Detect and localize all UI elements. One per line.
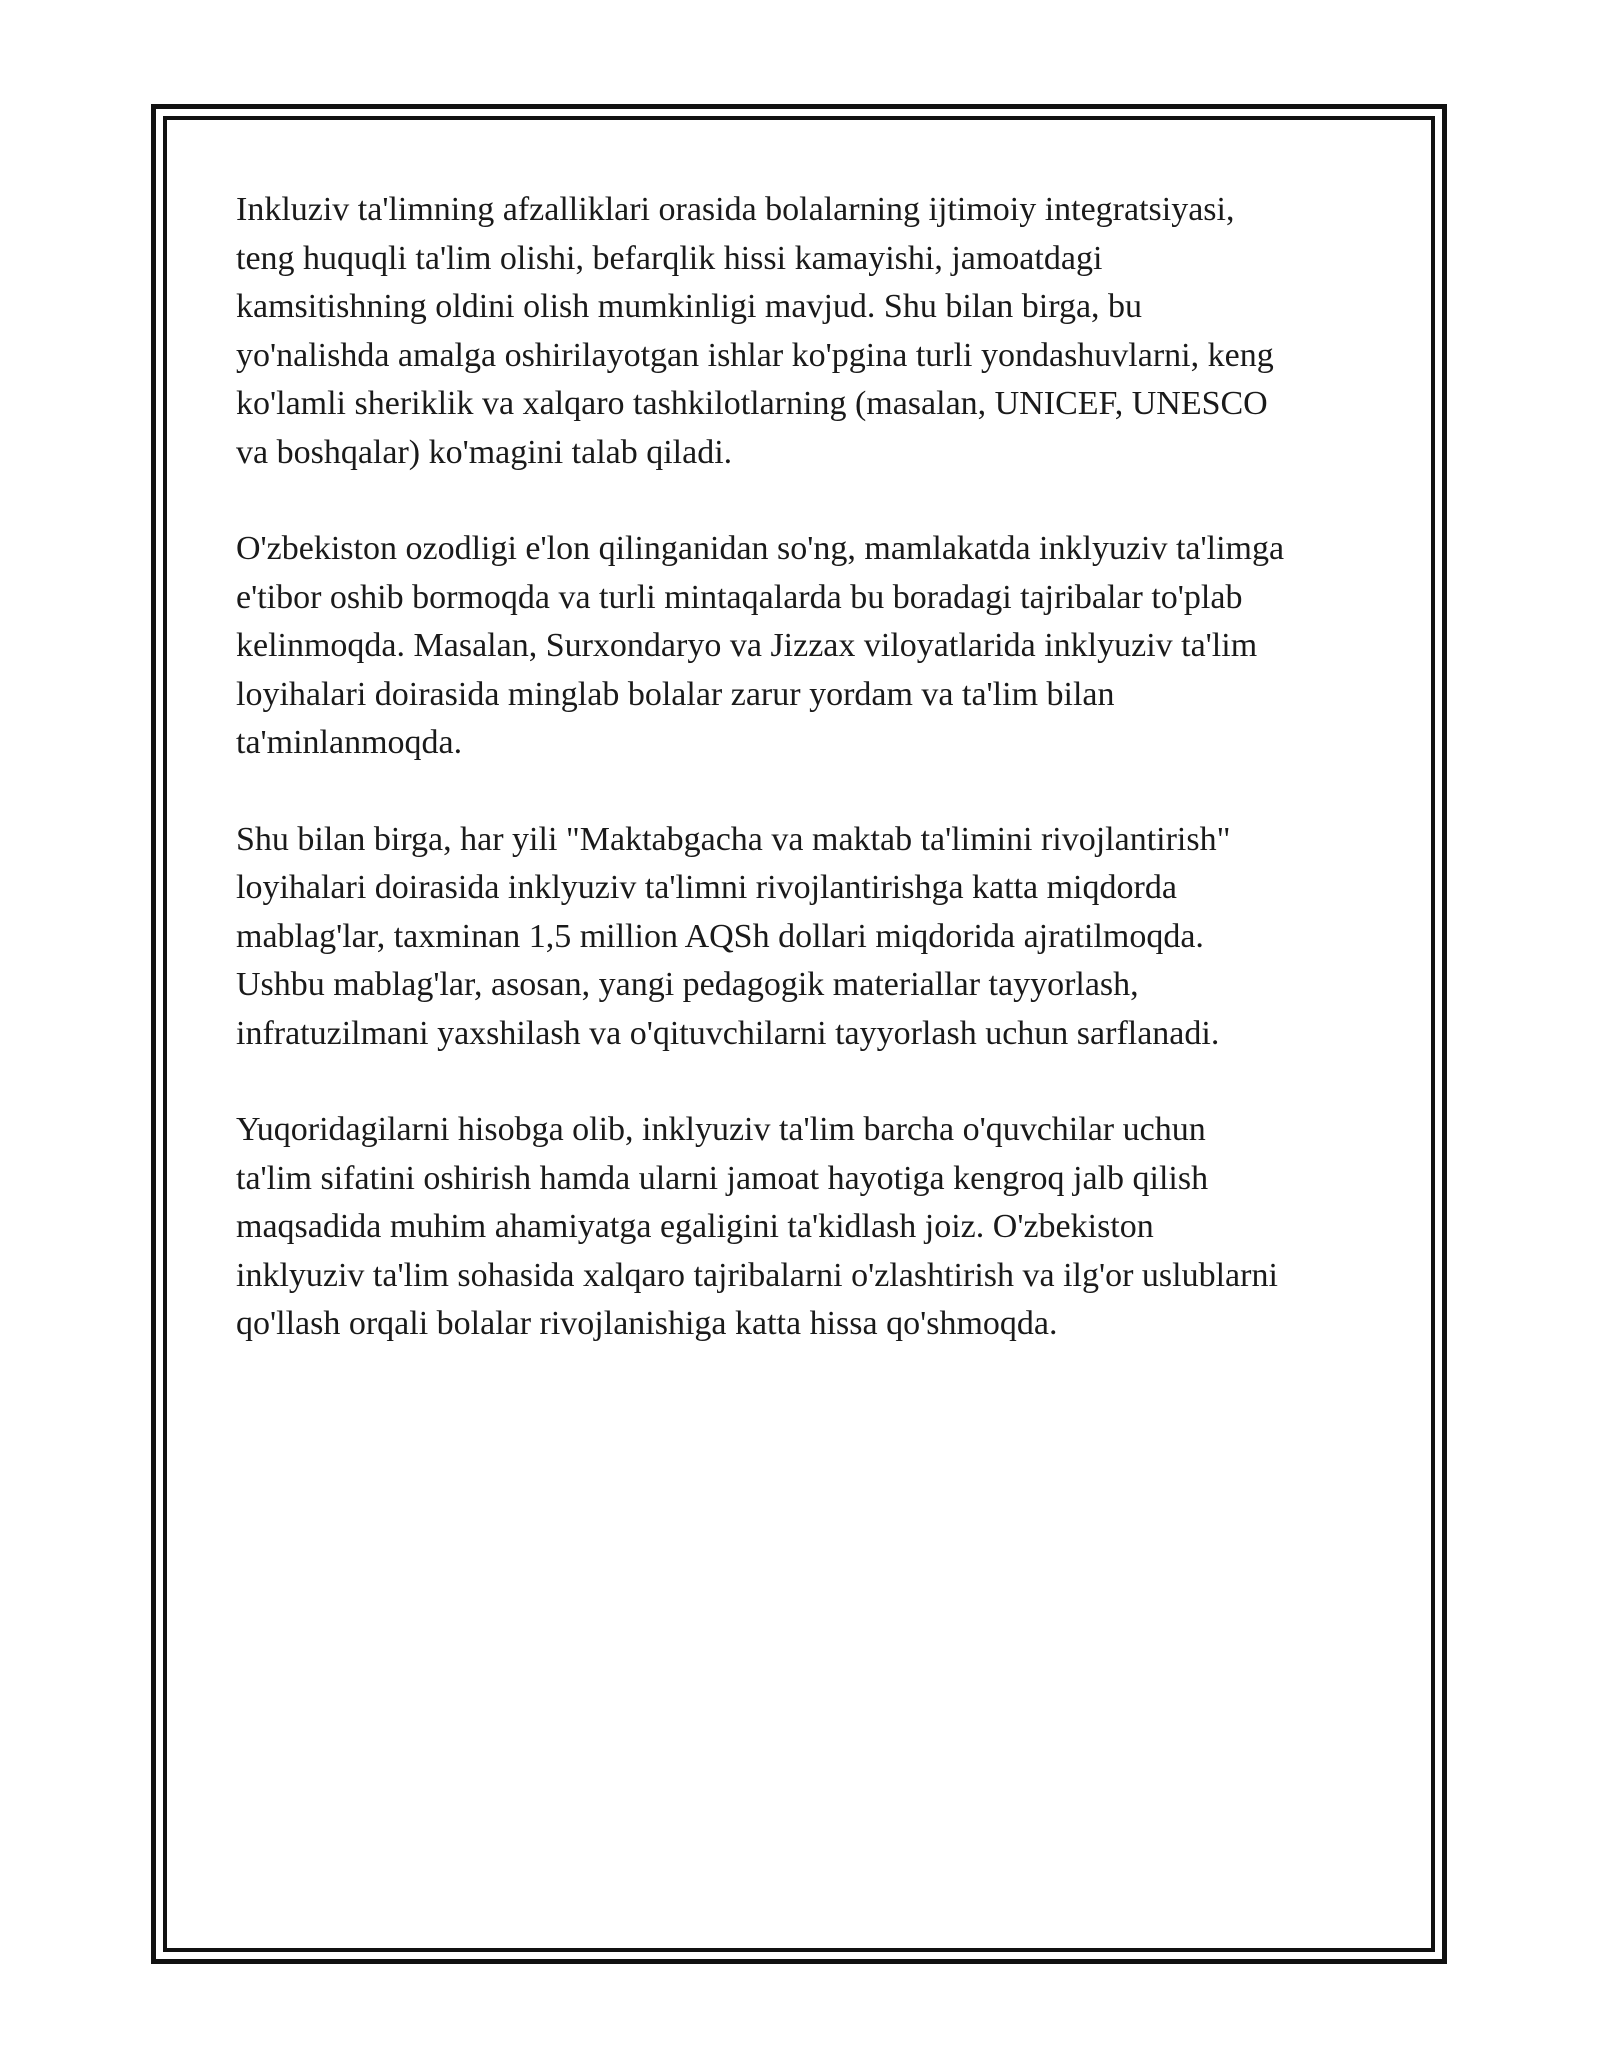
paragraph-2: O'zbekiston ozodligi e'lon qilinganidan so'ng, mamlakatda inklyuziv ta'limga e'tibor oshib bormoqda va turli mintaqalarda bu boradagi tajribalar to'plab kelinmoqda. Masalan, Surxondaryo va Jizzax viloyatlarida inklyuziv ta'lim loyihalari doirasida minglab bolalar zarur yordam va ta'lim bilan ta'minlanmoqda. [236, 530, 1285, 761]
document-body [236, 186, 1396, 1397]
paragraph-3: Shu bilan birga, har yili "Maktabgacha va maktab ta'limini rivojlantirish" loyihalari doirasida inklyuziv ta'limni rivojlantirishga katta miqdorda mablag'lar, taxminan 1,5 million AQSh dollari miqdorida ajratilmoqda. Ushbu mablag'lar, asosan, yangi pedagogik materiallar tayyorlash, infratuzilmani yaxshilash va o'qituvchilarni tayyorlash uchun sarflanadi. [236, 820, 1231, 1052]
paragraph-1: Inkluziv ta'limning afzalliklari orasida bolalarning ijtimoiy integratsiyasi, teng huquqli ta'lim olishi, befarqlik hissi kamayishi, jamoatdagi kamsitishning oldini olish mumkinligi mavjud. Shu bilan birga, bu yo'nalishda amalga oshirilayotgan ishlar ko'pgina turli yondashuvlarni, keng ko'lamli sheriklik va xalqaro tashkilotlarning (masalan, UNICEF, UNESCO va boshqalar) ko'magini talab qiladi. [236, 191, 1274, 471]
paragraph-4: Yuqoridagilarni hisobga olib, inklyuziv ta'lim barcha o'quvchilar uchun ta'lim sifatini oshirish hamda ularni jamoat hayotiga kengroq jalb qilish maqsadida muhim ahamiyatga egaligini ta'kidlash joiz. O'zbekiston inklyuziv ta'lim sohasida xalqaro tajribalarni o'zlashtirish va ilg'or uslublarni qo'llash orqali bolalar rivojlanishiga katta hissa qo'shmoqda. [236, 1111, 1278, 1342]
